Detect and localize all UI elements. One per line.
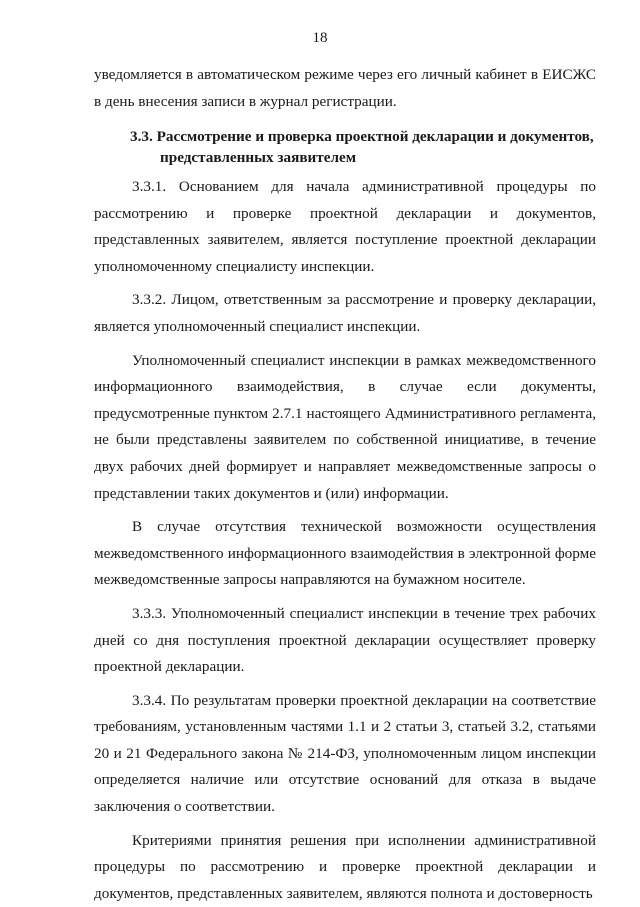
paragraph-paper-requests: В случае отсутствия технической возможности осуществления межведомственного информационного взаимодействия в электронной форме межведомственные запросы направляются на бумажном носителе. (94, 518, 596, 589)
paragraph-3-3-3: 3.3.3. Уполномоченный специалист инспекции в течение трех рабочих дней со дня поступления проектной декларации осуществляет проверку проектной декларации. (94, 604, 596, 676)
paragraph-3-3-1: 3.3.1. Основанием для начала административной процедуры по рассмотрению и проверке проектной декларации и документов, представленных заявителем, является поступление проектной декларации уполномоченному специалисту инспекции. (94, 178, 596, 275)
section-heading-line2: представленных заявителем (160, 149, 357, 166)
intro-text-block (94, 62, 596, 115)
section-heading (130, 126, 610, 168)
intro-paragraph: уведомляется в автоматическом режиме через его личный кабинет в ЕИСЖС в день внесения записи в журнал регистрации. (94, 66, 596, 110)
page-number: 18 (312, 30, 328, 46)
paragraph-interagency-requests: Уполномоченный специалист инспекции в рамках межведомственного информационного взаимодействия, в случае если документы, предусмотренные пунктом 2.7.1 настоящего Административного регламента, не были представлены заявителем по собственной инициативе, в течение двух рабочих дней формирует и направляет межведомственные запросы о представлении таких документов и (или) информации. (94, 351, 596, 502)
section-heading-line1: 3.3. Рассмотрение и проверка проектной декларации и документов, (130, 128, 594, 145)
paragraph-3-3-2: 3.3.2. Лицом, ответственным за рассмотрение и проверку декларации, является уполномоченный специалист инспекции. (94, 291, 596, 335)
paragraph-criteria: Критериями принятия решения при исполнении административной процедуры по рассмотрению и проверке проектной декларации и документов, представленных заявителем, являются полнота и достоверность (94, 831, 596, 902)
paragraph-3-3-4: 3.3.4. По результатам проверки проектной декларации на соответствие требованиям, установленным частями 1.1 и 2 статьи 3, статьей 3.2, статьями 20 и 21 Федерального закона № 214-ФЗ, уполномоченным лицом инспекции определяется наличие или отсутствие оснований для отказа в выдаче заключения о соответствии. (94, 691, 596, 816)
body-text-block (94, 174, 596, 907)
